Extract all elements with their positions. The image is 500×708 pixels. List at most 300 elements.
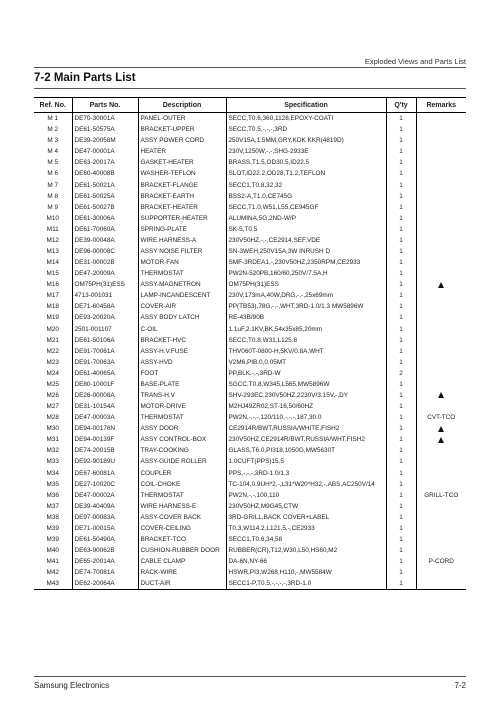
cell-specification: SECC,T0.5,-,-,-,3RD <box>226 124 386 135</box>
parts-table <box>34 97 466 590</box>
cell-description: BRACKET-UPPER <box>138 124 226 135</box>
cell-remarks <box>416 113 466 125</box>
col-parts-no: Parts No. <box>72 98 138 113</box>
cell-description: FOOT <box>138 368 226 379</box>
cell-specification: PP,BLK,-,-,3RD-W <box>226 368 386 379</box>
cell-qty: 1 <box>386 191 416 202</box>
title-divider <box>34 88 466 89</box>
cell-qty: 1 <box>386 501 416 512</box>
cell-parts-no: DE61-40065A <box>72 368 138 379</box>
cell-qty: 1 <box>386 235 416 246</box>
cell-description: ASSY DOOR <box>138 423 226 434</box>
cell-ref-no: M 5 <box>47 159 59 167</box>
cell-specification: SECC,T0.6,360,1128,EPOXY-COATI <box>226 113 386 125</box>
cell-ref-no: M15 <box>46 270 59 278</box>
cell-remarks <box>416 445 466 456</box>
cell-description: BASE-PLATE <box>138 379 226 390</box>
table-row <box>34 534 466 545</box>
cell-parts-no: DE63-90062B <box>72 545 138 556</box>
table-header-row <box>34 98 466 113</box>
table-row <box>34 168 466 179</box>
cell-remarks <box>416 534 466 545</box>
table-row <box>34 268 466 279</box>
cell-specification: 1.1uF,2.1KV,BK,54x35x85,20mm <box>226 323 386 334</box>
cell-specification: 230V50HZ,-,-,CE2914,SEF,VDE <box>226 235 386 246</box>
cell-specification: GLASS,T6.0,PI318,1050G,MW5630T <box>226 445 386 456</box>
footer-company: Samsung Electronics <box>34 681 110 690</box>
cell-specification: BSS2-A,T1.0,CE745G <box>226 191 386 202</box>
cell-qty: 1 <box>386 202 416 213</box>
cell-specification: SECC,T0.8,W31,L125.8 <box>226 335 386 346</box>
table-row <box>34 124 466 135</box>
cell-ref-no: M32 <box>46 447 59 455</box>
cell-parts-no: DE74-70081A <box>72 567 138 578</box>
cell-parts-no: DE80-10001F <box>72 379 138 390</box>
cell-parts-no: DE97-00083A <box>72 512 138 523</box>
cell-description: TRAY-COOKING <box>138 445 226 456</box>
cell-remarks <box>416 578 466 590</box>
cell-ref-no: M37 <box>46 502 59 510</box>
cell-qty: 1 <box>386 301 416 312</box>
cell-remarks <box>416 401 466 412</box>
cell-qty: 1 <box>386 146 416 157</box>
cell-description: ASSY-MAGNETRON <box>138 279 226 290</box>
cell-parts-no: DE74-20015B <box>72 445 138 456</box>
cell-qty: 1 <box>386 246 416 257</box>
cell-ref-no: M 4 <box>47 148 59 156</box>
cell-ref-no: M22 <box>46 347 59 355</box>
cell-parts-no: DE92-90189U <box>72 456 138 467</box>
cell-description: COVER-AIR <box>138 301 226 312</box>
cell-description: THERMOSTAT <box>138 268 226 279</box>
cell-parts-no: DE47-00001A <box>72 146 138 157</box>
cell-remarks <box>416 157 466 168</box>
cell-description: ASSY NOISE FILTER <box>138 246 226 257</box>
cell-remarks <box>416 257 466 268</box>
cell-qty: 1 <box>386 113 416 125</box>
cell-specification: THV060T-0800-H,5KV/0.8A,WHT <box>226 346 386 357</box>
cell-remarks <box>416 390 466 401</box>
cell-ref-no: M25 <box>46 380 59 388</box>
page-number: 7-2 <box>454 681 466 690</box>
cell-description: PANEL-OUTER <box>138 113 226 125</box>
cell-ref-no: M26 <box>46 391 59 399</box>
cell-remarks <box>416 567 466 578</box>
cell-qty: 1 <box>386 268 416 279</box>
table-row <box>34 556 466 567</box>
cell-specification: SHV-293EC,230V50HZ,2230V/3.15V,-,DY <box>226 390 386 401</box>
cell-parts-no: DE47-00003A <box>72 412 138 423</box>
cell-description: ASSY CONTROL-BOX <box>138 434 226 445</box>
cell-remarks <box>416 124 466 135</box>
table-row <box>34 578 466 590</box>
cell-remarks <box>416 323 466 334</box>
cell-ref-no: M39 <box>46 536 59 543</box>
cell-qty: 1 <box>386 346 416 357</box>
cell-remarks <box>416 246 466 257</box>
cell-remarks <box>416 202 466 213</box>
cell-parts-no: 4713-001031 <box>72 290 138 301</box>
cell-specification: ALUMINA,5G,2ND-W/P <box>226 213 386 224</box>
cell-qty: 1 <box>386 257 416 268</box>
table-row <box>34 423 466 434</box>
cell-qty: 1 <box>386 168 416 179</box>
table-row <box>34 479 466 490</box>
cell-description: MOTOR-FAN <box>138 257 226 268</box>
cell-parts-no: DE96-00008C <box>72 246 138 257</box>
cell-qty: 1 <box>386 512 416 523</box>
table-row <box>34 213 466 224</box>
cell-specification: SECC1-P,T0.5,-,-,-,-,3RD-1.0 <box>226 578 386 590</box>
cell-specification: M2HJ49ZR02,ST-16,50/60HZ <box>226 401 386 412</box>
table-row <box>34 445 466 456</box>
cell-description: ASSY BODY LATCH <box>138 312 226 323</box>
cell-ref-no: M13 <box>46 247 59 255</box>
cell-specification: 250V15A,1.5MM,GRY,KDK KKR(4819D) <box>226 135 386 146</box>
table-row <box>34 312 466 323</box>
cell-qty: 1 <box>386 179 416 190</box>
section-header: Exploded Views and Parts List <box>364 57 466 66</box>
cell-description: ASSY-GUIDE ROLLER <box>138 456 226 467</box>
cell-description: LAMP-INCANDESCENT <box>138 290 226 301</box>
cell-description: GASKET-HEATER <box>138 157 226 168</box>
cell-specification: PP(TB53),78G,-,-,WHT,3RD-1.0/1.3 MW5896W <box>226 301 386 312</box>
cell-qty: 1 <box>386 434 416 445</box>
col-specification: Specification <box>226 98 386 113</box>
col-ref-no: Ref. No. <box>34 98 72 113</box>
cell-remarks: GRILL-TCO <box>416 490 466 501</box>
cell-ref-no: M11 <box>46 225 59 233</box>
table-row <box>34 501 466 512</box>
cell-specification: SECC1,T0.6,34,58 <box>226 534 386 545</box>
cell-specification: SGCC,T0.8,W345,L565,MW5896W <box>226 379 386 390</box>
cell-remarks <box>416 235 466 246</box>
cell-specification: PW2N,-,-,-,120/110,-,-,-,187,30.0 <box>226 412 386 423</box>
cell-specification: SN-3WEH,250V15A,3W INRUSH D <box>226 246 386 257</box>
cell-parts-no: DE93-20020A <box>72 312 138 323</box>
cell-remarks <box>416 357 466 368</box>
page-title: 7-2 Main Parts List <box>34 72 136 84</box>
table-row <box>34 368 466 379</box>
cell-description: WIRE HARNESS-A <box>138 235 226 246</box>
table-row <box>34 434 466 445</box>
cell-ref-no: M19 <box>46 314 59 322</box>
cell-parts-no: DE39-20058M <box>72 135 138 146</box>
cell-remarks <box>416 423 466 434</box>
table-row <box>34 179 466 190</box>
cell-qty: 1 <box>386 379 416 390</box>
table-row <box>34 523 466 534</box>
cell-specification: DA-6N,NY-66 <box>226 556 386 567</box>
cell-ref-no: M27 <box>46 403 59 411</box>
table-row <box>34 146 466 157</box>
cell-ref-no: M21 <box>46 336 59 344</box>
cell-specification: SECC1,T0.8,32,32 <box>226 179 386 190</box>
cell-remarks <box>416 312 466 323</box>
table-row <box>34 301 466 312</box>
cell-remarks <box>416 368 466 379</box>
cell-qty: 2 <box>386 368 416 379</box>
table-row <box>34 335 466 346</box>
cell-ref-no: M 9 <box>47 203 59 211</box>
table-row <box>34 545 466 556</box>
cell-specification: SLOT,ID22.2,OD28,T1.2,TEFLON <box>226 168 386 179</box>
cell-parts-no: DE27-10020C <box>72 479 138 490</box>
cell-description: BRACKET-TCO <box>138 534 226 545</box>
table-row <box>34 412 466 423</box>
cell-description: TRANS-H.V <box>138 390 226 401</box>
table-row <box>34 323 466 334</box>
cell-qty: 1 <box>386 335 416 346</box>
cell-description: ASSY-HVD <box>138 357 226 368</box>
cell-remarks <box>416 468 466 479</box>
cell-remarks <box>416 268 466 279</box>
cell-parts-no: DE39-00048A <box>72 235 138 246</box>
cell-parts-no: DE70-30001A <box>72 113 138 125</box>
cell-description: CUSHION-RUBBER DOOR <box>138 545 226 556</box>
cell-parts-no: DE63-20017A <box>72 157 138 168</box>
cell-parts-no: DE71-60458A <box>72 301 138 312</box>
cell-remarks <box>416 335 466 346</box>
cell-qty: 1 <box>386 412 416 423</box>
cell-parts-no: DE61-50025A <box>72 191 138 202</box>
cell-parts-no: DE94-00139F <box>72 434 138 445</box>
cell-ref-no: M38 <box>46 513 59 521</box>
cell-description: DUCT-AIR <box>138 578 226 590</box>
cell-remarks <box>416 456 466 467</box>
cell-description: COVER-CEILING <box>138 523 226 534</box>
cell-remarks <box>416 279 466 290</box>
cell-specification: 1.0CUFT(PPS)15.5 <box>226 456 386 467</box>
cell-description: BRACKET-EARTH <box>138 191 226 202</box>
cell-parts-no: DE94-00176N <box>72 423 138 434</box>
cell-ref-no: M14 <box>46 259 59 267</box>
cell-remarks <box>416 379 466 390</box>
cell-parts-no: 2501-001107 <box>72 323 138 334</box>
footer-divider <box>34 676 466 677</box>
cell-remarks <box>416 224 466 235</box>
table-row <box>34 257 466 268</box>
cell-parts-no: DE61-50106A <box>72 335 138 346</box>
cell-remarks <box>416 168 466 179</box>
cell-remarks <box>416 346 466 357</box>
table-row <box>34 401 466 412</box>
cell-ref-no: M43 <box>34 578 72 590</box>
cell-remarks <box>416 512 466 523</box>
cell-specification: PPS,-,-,-,3RD-1.0/1.3 <box>226 468 386 479</box>
cell-specification: SMF-3RDEA1,-,230V50HZ,2350RPM,CE2933 <box>226 257 386 268</box>
cell-parts-no: DE26-00008A <box>72 390 138 401</box>
cell-parts-no: DE67-60081A <box>72 468 138 479</box>
cell-ref-no: M39 <box>46 524 59 532</box>
cell-qty: 1 <box>386 468 416 479</box>
cell-parts-no: DE31-10154A <box>72 401 138 412</box>
cell-qty: 1 <box>386 390 416 401</box>
cell-ref-no: M35 <box>46 480 59 488</box>
cell-qty: 1 <box>386 279 416 290</box>
cell-specification: 3RD-GRILL,BACK COVER+LABEL <box>226 512 386 523</box>
table-row <box>34 357 466 368</box>
cell-ref-no: M34 <box>46 469 59 477</box>
cell-parts-no: DE62-20064A <box>72 578 138 590</box>
cell-qty: 1 <box>386 534 416 545</box>
warning-icon <box>438 392 444 398</box>
cell-description: WIRE HARNESS-E <box>138 501 226 512</box>
cell-remarks: P-CORD <box>416 556 466 567</box>
table-row <box>34 290 466 301</box>
cell-remarks <box>416 301 466 312</box>
table-row <box>34 346 466 357</box>
cell-ref-no: M42 <box>46 569 59 577</box>
cell-qty: 1 <box>386 556 416 567</box>
cell-specification: HSWR,PI3,W268,H110,-,MW5584W <box>226 567 386 578</box>
cell-qty: 1 <box>386 357 416 368</box>
cell-specification: RE-43B/90B <box>226 312 386 323</box>
table-row <box>34 379 466 390</box>
cell-parts-no: DE61-50027B <box>72 202 138 213</box>
cell-parts-no: DE47-00002A <box>72 490 138 501</box>
cell-ref-no: M24 <box>46 369 59 377</box>
cell-description: SUPPORTER-HEATER <box>138 213 226 224</box>
cell-qty: 1 <box>386 567 416 578</box>
cell-ref-no: M 1 <box>47 115 59 123</box>
cell-ref-no: M10 <box>46 214 59 222</box>
cell-specification: TC-104,0.9UH*2,-,L31*W20*H32,-,ABS,AC250V/14 <box>226 479 386 490</box>
cell-parts-no: DE61-50490A <box>72 534 138 545</box>
cell-ref-no: M 3 <box>47 137 59 145</box>
cell-description: COIL-CHOKE <box>138 479 226 490</box>
cell-qty: 1 <box>386 124 416 135</box>
cell-ref-no: M23 <box>46 358 59 366</box>
cell-qty: 1 <box>386 224 416 235</box>
cell-description: C-OIL <box>138 323 226 334</box>
cell-description: ASSY-COVER BACK <box>138 512 226 523</box>
cell-parts-no: DE91-70063A <box>72 357 138 368</box>
cell-parts-no: DE65-20014A <box>72 556 138 567</box>
cell-ref-no: M20 <box>46 325 59 333</box>
table-row <box>34 235 466 246</box>
cell-description: SPRING-PLATE <box>138 224 226 235</box>
cell-ref-no: M 8 <box>47 192 59 200</box>
cell-parts-no: DE71-00015A <box>72 523 138 534</box>
cell-specification: T0.3,W114.2,L121.5,-,CE2933 <box>226 523 386 534</box>
cell-remarks <box>416 191 466 202</box>
cell-ref-no: M33 <box>46 458 59 466</box>
table-row <box>34 224 466 235</box>
cell-qty: 1 <box>386 401 416 412</box>
cell-qty: 1 <box>386 157 416 168</box>
cell-parts-no: DE61-50021A <box>72 179 138 190</box>
cell-parts-no: DE91-70061A <box>72 346 138 357</box>
cell-qty: 1 <box>386 290 416 301</box>
cell-ref-no: M41 <box>46 558 59 566</box>
cell-remarks <box>416 545 466 556</box>
cell-parts-no: DE61-50575A <box>72 124 138 135</box>
table-row <box>34 157 466 168</box>
cell-ref-no: M28 <box>46 414 59 422</box>
cell-description: RACK-WIRE <box>138 567 226 578</box>
cell-description: ASSY POWER CORD <box>138 135 226 146</box>
cell-description: BRACKET-FLANGE <box>138 179 226 190</box>
warning-icon <box>438 437 444 443</box>
cell-description: BRACKET-HVC <box>138 335 226 346</box>
table-row <box>34 468 466 479</box>
cell-remarks <box>416 179 466 190</box>
cell-remarks <box>416 434 466 445</box>
cell-parts-no: DE60-40008B <box>72 168 138 179</box>
warning-icon <box>438 282 444 288</box>
cell-remarks <box>416 135 466 146</box>
cell-qty: 1 <box>386 578 416 590</box>
cell-ref-no: M16 <box>46 281 59 289</box>
cell-qty: 1 <box>386 479 416 490</box>
cell-ref-no: M12 <box>46 236 59 244</box>
cell-description: BRACKET-HEATER <box>138 202 226 213</box>
table-row <box>34 135 466 146</box>
col-remarks: Remarks <box>416 98 466 113</box>
cell-qty: 1 <box>386 312 416 323</box>
table-row <box>34 456 466 467</box>
cell-specification: 230V50HZ,CE2914R/BWT,RUSSIA/WHT,FISH2 <box>226 434 386 445</box>
cell-description: CABLE CLAMP <box>138 556 226 567</box>
cell-parts-no: DE61-70060A <box>72 224 138 235</box>
cell-specification: 230V,173mA,40W,DRG,-,-,25x69mm <box>226 290 386 301</box>
cell-description: WASHER-TEFLON <box>138 168 226 179</box>
cell-ref-no: M 7 <box>47 181 59 189</box>
warning-icon <box>438 426 444 432</box>
cell-ref-no: M18 <box>46 303 59 311</box>
cell-description: THERMOSTAT <box>138 412 226 423</box>
table-row <box>34 113 466 125</box>
table-row <box>34 390 466 401</box>
cell-qty: 1 <box>386 213 416 224</box>
table-row <box>34 567 466 578</box>
cell-qty: 1 <box>386 323 416 334</box>
cell-specification: CE2914R/BWT,RUSSIA/WHITE,FISH2 <box>226 423 386 434</box>
table-row <box>34 191 466 202</box>
cell-qty: 1 <box>386 135 416 146</box>
cell-remarks <box>416 290 466 301</box>
cell-specification: 230V50HZ,M9G45,CTW <box>226 501 386 512</box>
cell-qty: 1 <box>386 423 416 434</box>
cell-ref-no: M30 <box>46 425 59 433</box>
cell-qty: 1 <box>386 545 416 556</box>
cell-ref-no: M 6 <box>47 170 59 178</box>
header-divider <box>34 67 466 68</box>
cell-specification: V2M6,PIB.0,0.05MT <box>226 357 386 368</box>
table-row <box>34 246 466 257</box>
cell-ref-no: M40 <box>46 547 59 555</box>
table-row <box>34 490 466 501</box>
cell-parts-no: DE31-00002B <box>72 257 138 268</box>
cell-remarks: CVT-TCO <box>416 412 466 423</box>
cell-remarks <box>416 501 466 512</box>
table-row <box>34 512 466 523</box>
cell-description: HEATER <box>138 146 226 157</box>
cell-remarks <box>416 479 466 490</box>
cell-description: MOTOR-DRIVE <box>138 401 226 412</box>
table-row <box>34 202 466 213</box>
cell-specification: BRASS,T1.5,OD30.5,ID22.5 <box>226 157 386 168</box>
cell-specification: SK-5,T0.5 <box>226 224 386 235</box>
cell-ref-no: M36 <box>46 491 59 499</box>
cell-qty: 1 <box>386 456 416 467</box>
cell-parts-no: DE47-20009A <box>72 268 138 279</box>
cell-ref-no: M17 <box>46 292 59 300</box>
cell-remarks <box>416 146 466 157</box>
cell-qty: 1 <box>386 445 416 456</box>
cell-ref-no: M 2 <box>47 126 59 134</box>
